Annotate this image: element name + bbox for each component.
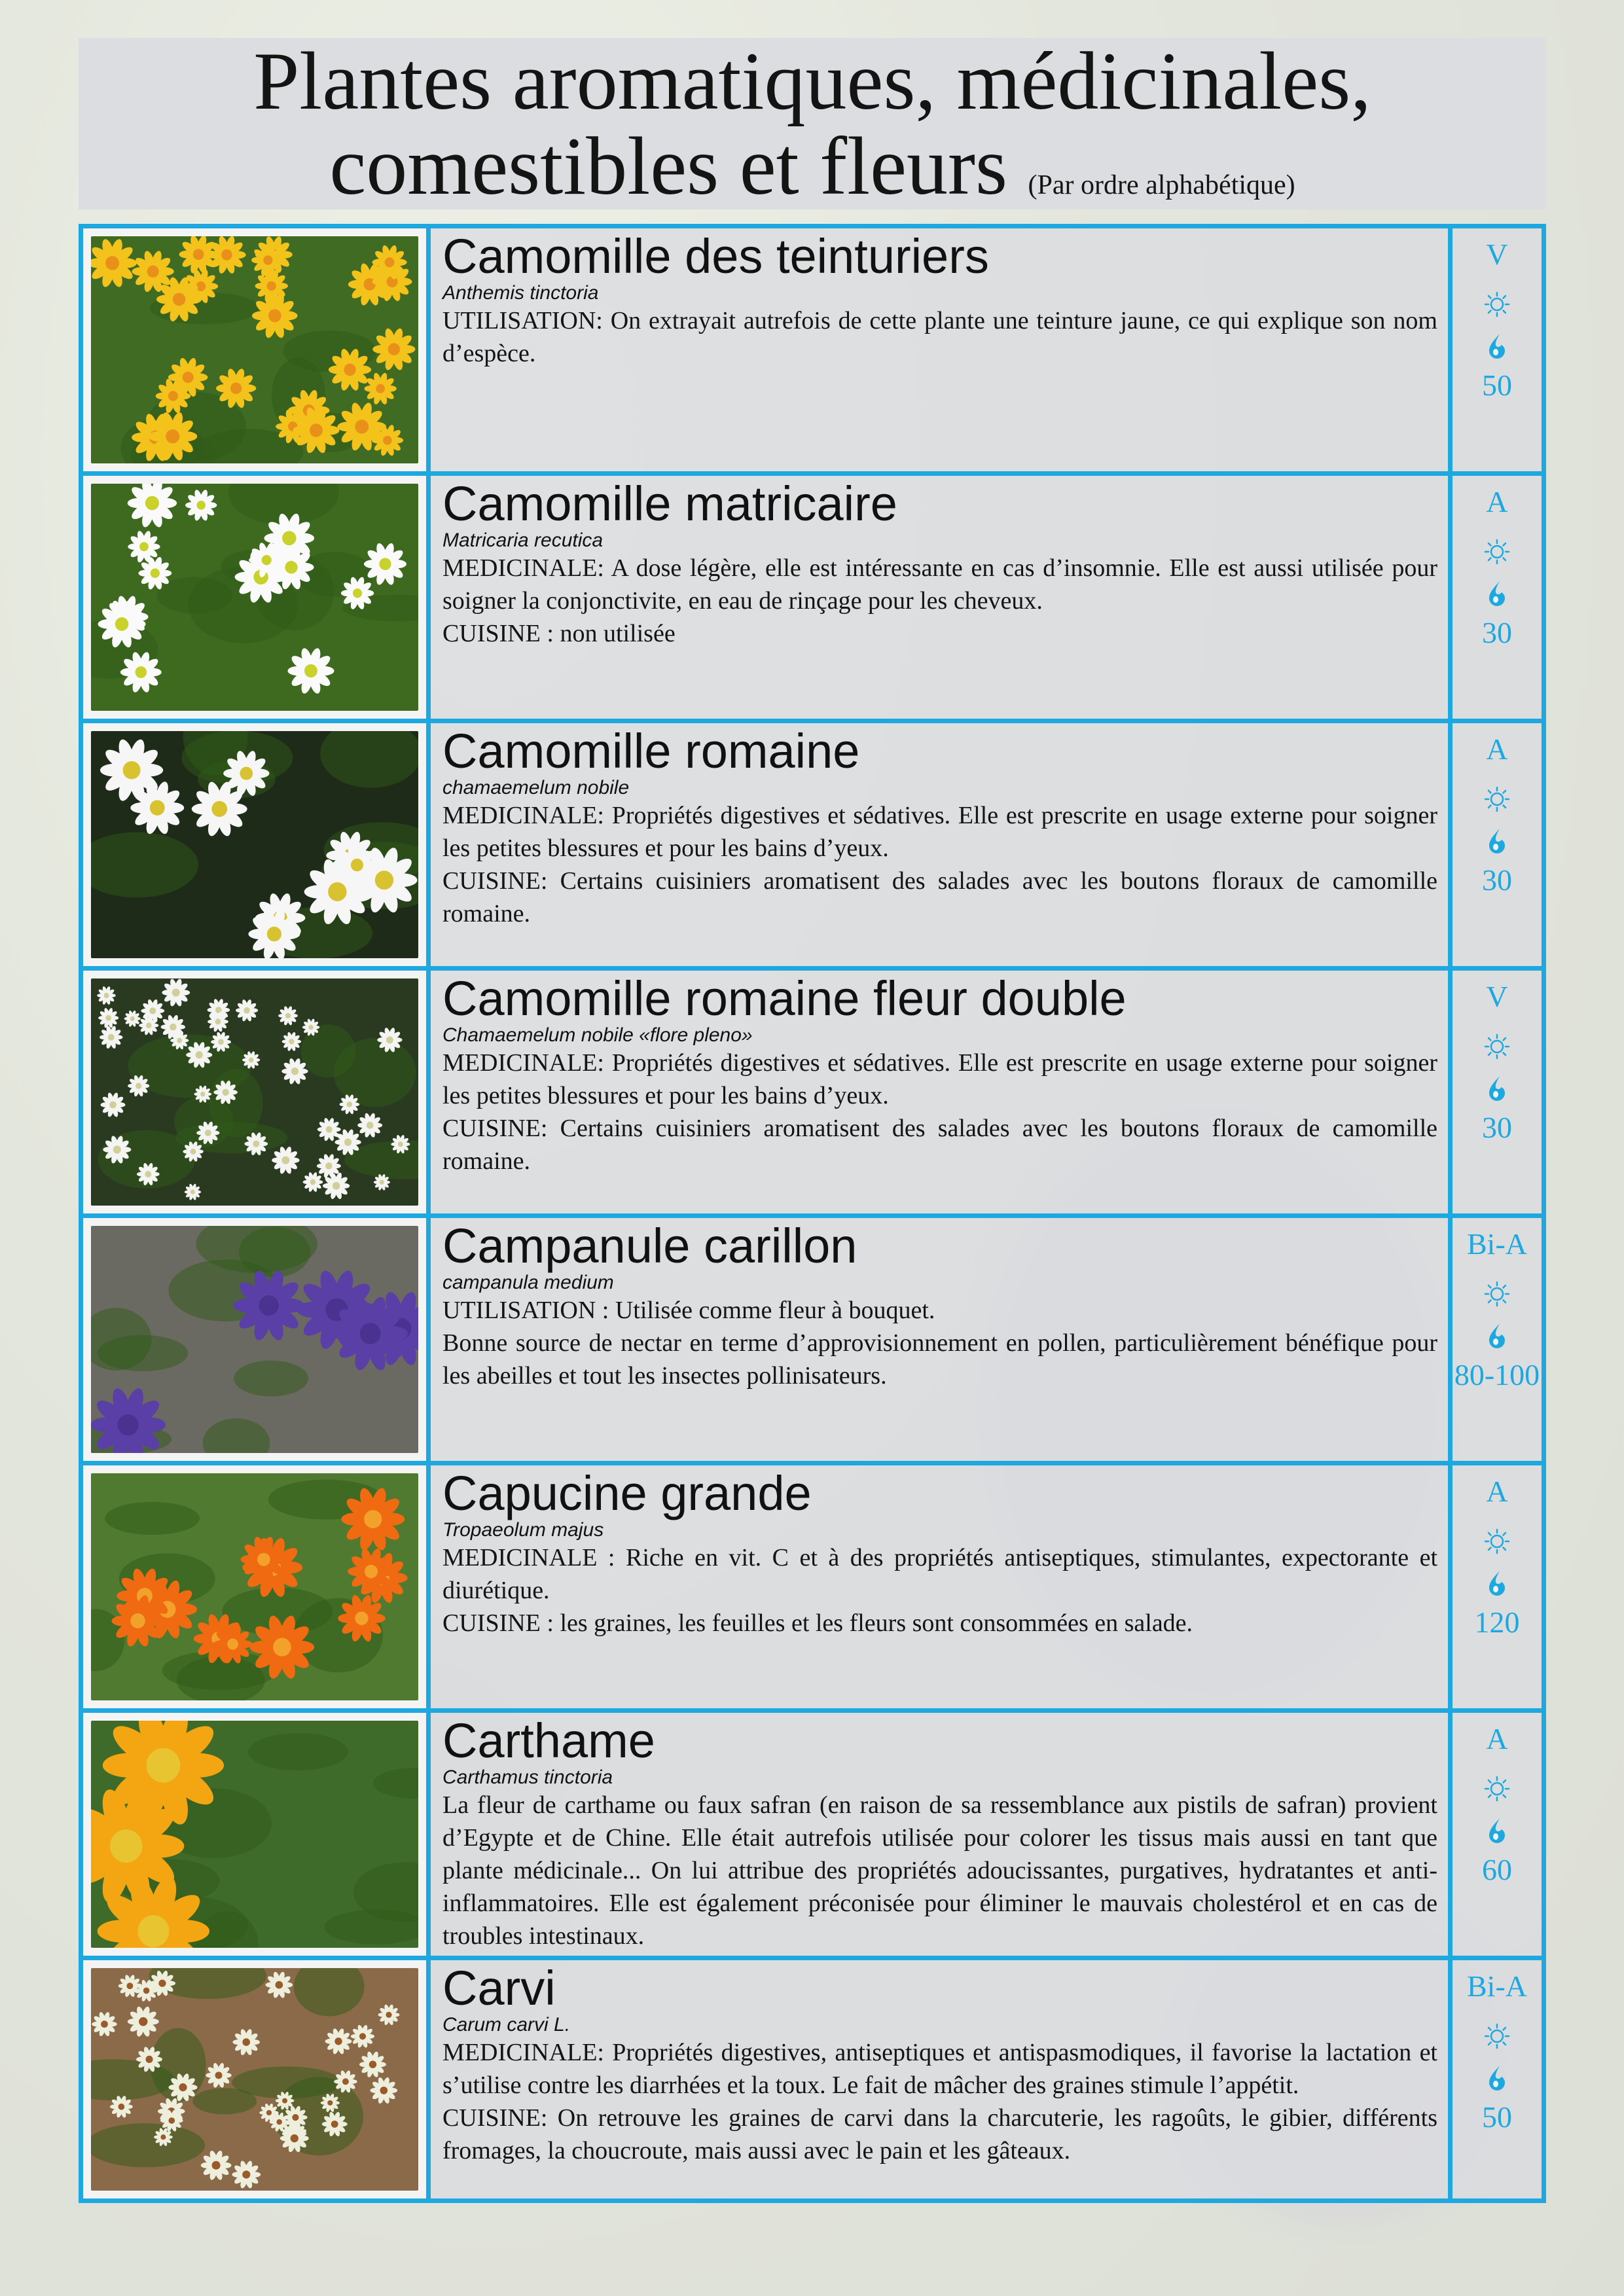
plant-meta-cell bbox=[1453, 1218, 1542, 1461]
water-drop-icon bbox=[1484, 1074, 1510, 1103]
sun-icon bbox=[1484, 1776, 1510, 1802]
plant-description-paragraph: La fleur de carthame ou faux safran (en raison de sa ressemblance aux pistils de safran) provient d’Egypte et de Chine. Elle était autrefois utilisée pour colorer les tissus mais aussi en tant que plante médicinale... On lui attribue des propriétés adoucissantes, purgatives, hydratantes et anti-inflammatoires. Elle est également préconisée pour éliminer le mauvais cholestérol et en cas de troubles intestinaux. bbox=[442, 1791, 1437, 1950]
plant-description-paragraph: MEDICINALE: Propriétés digestives et sédatives. Elle est prescrite en usage externe pour soigner les petites blessures et pour les bains d’yeux. bbox=[442, 1049, 1437, 1109]
plant-latin-name: Tropaeolum majus bbox=[442, 1519, 604, 1541]
plant-row bbox=[83, 971, 1542, 1218]
plant-row bbox=[83, 1713, 1542, 1960]
sun-icon bbox=[1484, 291, 1510, 317]
plant-description-paragraph: MEDICINALE: A dose légère, elle est intéressante en cas d’insomnie. Elle est aussi utilisée pour soigner la conjonctivite, en eau de rinçage pour les cheveux. bbox=[442, 554, 1437, 615]
plant-life-cycle: A bbox=[1486, 732, 1508, 766]
plant-name: Camomille des teinturiers bbox=[442, 229, 989, 283]
plant-meta-cell bbox=[1453, 1465, 1542, 1708]
plant-text-cell bbox=[431, 1218, 1453, 1461]
plant-meta-cell bbox=[1453, 971, 1542, 1213]
plant-height: 120 bbox=[1474, 1605, 1520, 1639]
orange-nasturtium-photo bbox=[91, 1473, 418, 1700]
plant-text-cell bbox=[431, 971, 1453, 1213]
plant-photo-cell bbox=[83, 476, 431, 719]
plant-description-paragraph: Bonne source de nectar en terme d’approvisionnement en pollen, particulièrement bénéfique pour les abeilles et tout les insectes pollinisateurs. bbox=[442, 1329, 1437, 1390]
plant-latin-name: Chamaemelum nobile «flore pleno» bbox=[442, 1024, 753, 1046]
plant-description-paragraph: MEDICINALE : Riche en vit. C et à des propriétés antiseptiques, stimulantes, expectorante et diurétique. bbox=[442, 1544, 1437, 1604]
plant-text-cell bbox=[431, 723, 1453, 966]
plant-life-cycle: A bbox=[1486, 485, 1508, 518]
plant-description bbox=[442, 799, 1437, 930]
plant-latin-name: Carum carvi L. bbox=[442, 2014, 571, 2036]
plant-latin-name: Matricaria recutica bbox=[442, 529, 604, 551]
plant-name: Carvi bbox=[442, 1961, 556, 2015]
plant-height: 80-100 bbox=[1454, 1358, 1540, 1391]
plant-height: 30 bbox=[1482, 616, 1512, 649]
plant-description bbox=[442, 1047, 1437, 1177]
water-drop-icon bbox=[1484, 827, 1510, 855]
water-drop-icon bbox=[1484, 2064, 1510, 2092]
plant-description-paragraph: MEDICINALE: Propriétés digestives et sédatives. Elle est prescrite en usage externe pour soigner les petites blessures et pour les bains d’yeux. bbox=[442, 802, 1437, 862]
white-chamomile-photo bbox=[91, 484, 418, 711]
plant-row bbox=[83, 1218, 1542, 1465]
plant-life-cycle: V bbox=[1486, 238, 1508, 271]
water-drop-icon bbox=[1484, 332, 1510, 361]
plant-photo-cell bbox=[83, 1960, 431, 2198]
plant-description-paragraph: CUISINE : les graines, les feuilles et les fleurs sont consommées en salade. bbox=[442, 1609, 1193, 1637]
plant-description bbox=[442, 304, 1437, 370]
plant-name: Camomille romaine bbox=[442, 724, 860, 778]
page-title-line1: Plantes aromatiques, médicinales, bbox=[253, 36, 1371, 127]
plant-name: Campanule carillon bbox=[442, 1219, 857, 1273]
plant-life-cycle: Bi-A bbox=[1467, 1227, 1527, 1261]
plant-name: Camomille matricaire bbox=[442, 476, 897, 531]
plant-name: Carthame bbox=[442, 1713, 655, 1768]
page-title-line2-text: comestibles et fleurs bbox=[329, 121, 1008, 212]
plant-description bbox=[442, 1789, 1437, 1952]
plant-life-cycle: A bbox=[1486, 1722, 1508, 1755]
plant-latin-name: campanula medium bbox=[442, 1272, 614, 1293]
plant-height: 30 bbox=[1482, 863, 1512, 897]
plant-latin-name: Anthemis tinctoria bbox=[442, 282, 599, 304]
plant-height: 50 bbox=[1482, 2100, 1512, 2134]
plant-description-paragraph: MEDICINALE: Propriétés digestives, antiseptiques et antispasmodiques, il favorise la lactation et s’utilise contre les diarrhées et la toux. Le fait de mâcher des graines stimule l’appétit. bbox=[442, 2039, 1437, 2099]
sun-icon bbox=[1484, 539, 1510, 565]
plant-photo-cell bbox=[83, 1713, 431, 1956]
plant-row bbox=[83, 228, 1542, 476]
plant-name: Camomille romaine fleur double bbox=[442, 971, 1127, 1026]
plant-description-paragraph: UTILISATION: On extrayait autrefois de cette plante une teinture jaune, ce qui explique son nom d’espèce. bbox=[442, 307, 1437, 367]
plant-meta-cell bbox=[1453, 1960, 1542, 2198]
sun-icon bbox=[1484, 786, 1510, 812]
plant-meta-cell bbox=[1453, 1713, 1542, 1956]
plant-life-cycle: A bbox=[1486, 1475, 1508, 1508]
plant-row bbox=[83, 723, 1542, 971]
water-drop-icon bbox=[1484, 579, 1510, 608]
plant-photo-cell bbox=[83, 723, 431, 966]
sun-icon bbox=[1484, 1033, 1510, 1060]
plant-description-paragraph: UTILISATION : Utilisée comme fleur à bouquet. bbox=[442, 1297, 935, 1324]
plant-description bbox=[442, 1294, 1437, 1392]
plant-text-cell bbox=[431, 228, 1453, 471]
plant-meta-cell bbox=[1453, 228, 1542, 471]
water-drop-icon bbox=[1484, 1321, 1510, 1350]
plant-row bbox=[83, 1465, 1542, 1713]
plant-meta-cell bbox=[1453, 476, 1542, 719]
plant-text-cell bbox=[431, 1465, 1453, 1708]
page-header bbox=[79, 36, 1546, 212]
safflower-photo bbox=[91, 1721, 418, 1948]
plant-description bbox=[442, 1541, 1437, 1640]
page-title-line2 bbox=[79, 121, 1546, 226]
water-drop-icon bbox=[1484, 1816, 1510, 1845]
plant-description-paragraph: CUISINE: Certains cuisiniers aromatisent des salades avec les boutons floraux de camomille romaine. bbox=[442, 867, 1437, 927]
page-subtitle: (Par ordre alphabétique) bbox=[1028, 170, 1295, 200]
plant-description bbox=[442, 552, 1437, 650]
purple-bellflower-photo bbox=[91, 1226, 418, 1453]
plant-text-cell bbox=[431, 476, 1453, 719]
plant-row bbox=[83, 476, 1542, 723]
caraway-seeds-photo bbox=[91, 1968, 418, 2191]
white-double-chamomile-photo bbox=[91, 731, 418, 958]
plant-name: Capucine grande bbox=[442, 1466, 812, 1520]
plant-photo-cell bbox=[83, 1218, 431, 1461]
plant-description-paragraph: CUISINE: Certains cuisiniers aromatisent des salades avec les boutons floraux de camomille romaine. bbox=[442, 1115, 1437, 1175]
plant-text-cell bbox=[431, 1960, 1453, 2198]
sun-icon bbox=[1484, 1281, 1510, 1307]
plant-height: 30 bbox=[1482, 1111, 1512, 1144]
plant-description bbox=[442, 2036, 1437, 2167]
plant-latin-name: Carthamus tinctoria bbox=[442, 1767, 613, 1788]
plant-height: 50 bbox=[1482, 368, 1512, 402]
plant-description-paragraph: CUISINE: On retrouve les graines de carvi dans la charcuterie, les ragoûts, le gibier, différents fromages, la choucroute, mais aussi avec le pain et les gâteaux. bbox=[442, 2104, 1437, 2164]
plant-height: 60 bbox=[1482, 1853, 1512, 1886]
yellow-daisy-flowers-photo bbox=[91, 236, 418, 463]
sun-icon bbox=[1484, 2023, 1510, 2049]
plant-row bbox=[83, 1960, 1542, 2198]
white-flower-bed-photo bbox=[91, 978, 418, 1206]
plant-latin-name: chamaemelum nobile bbox=[442, 777, 630, 798]
plant-photo-cell bbox=[83, 228, 431, 471]
water-drop-icon bbox=[1484, 1569, 1510, 1598]
plant-description-paragraph: CUISINE : non utilisée bbox=[442, 620, 676, 647]
plant-text-cell bbox=[431, 1713, 1453, 1956]
plant-photo-cell bbox=[83, 971, 431, 1213]
plant-life-cycle: V bbox=[1486, 980, 1508, 1013]
sun-icon bbox=[1484, 1528, 1510, 1554]
plant-table bbox=[79, 224, 1546, 2203]
plant-photo-cell bbox=[83, 1465, 431, 1708]
plant-meta-cell bbox=[1453, 723, 1542, 966]
plant-life-cycle: Bi-A bbox=[1467, 1969, 1527, 2003]
